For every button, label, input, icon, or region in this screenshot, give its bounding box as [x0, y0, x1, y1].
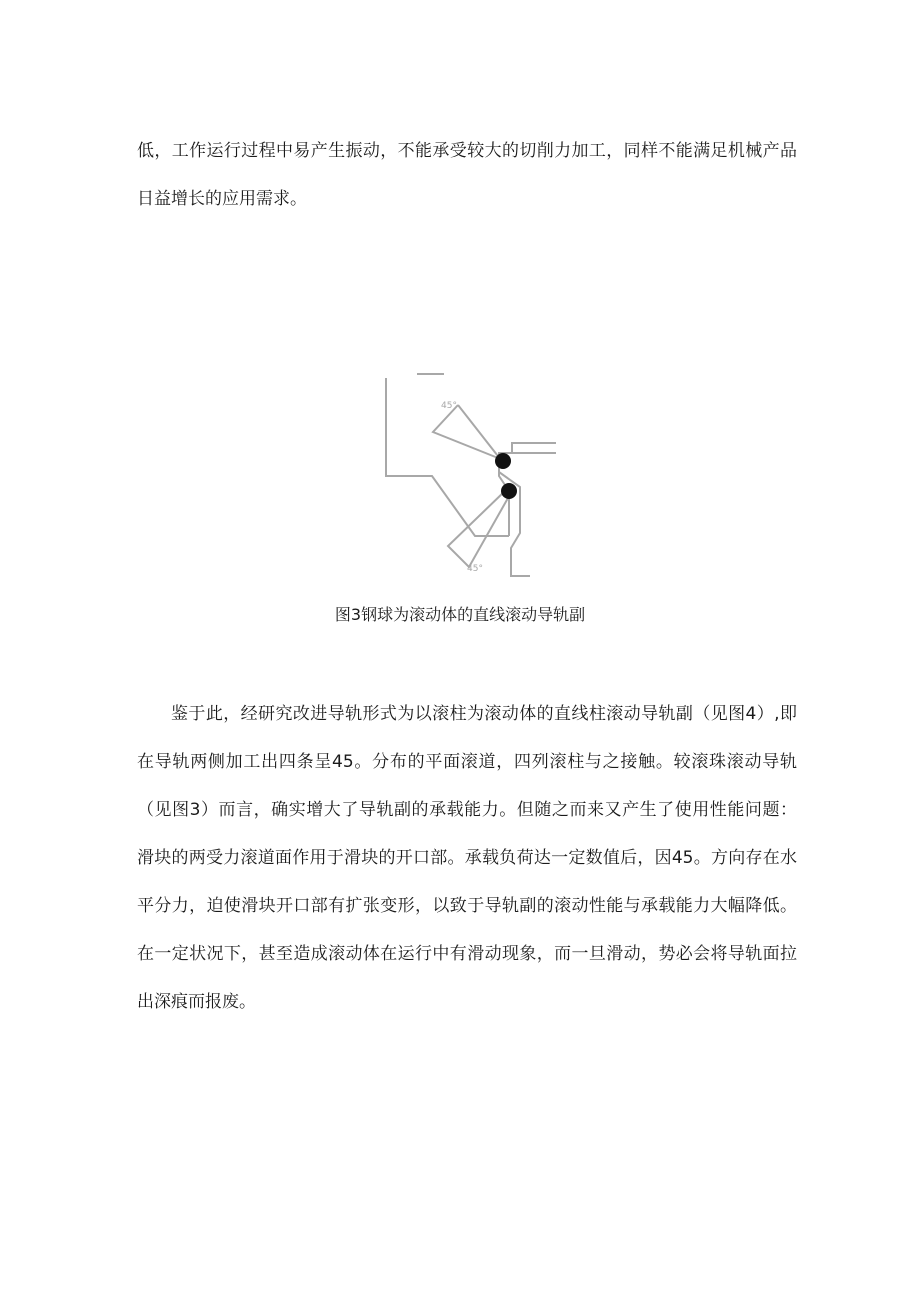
paragraph-2 [137, 690, 797, 1026]
angle-label-top: 45° [441, 401, 457, 411]
paragraph-line: 在一定状况下，甚至造成滚动体在运行中有滑动现象，而一旦滑动，势必会将导轨面拉 [137, 944, 797, 964]
guide-rail-diagram [378, 368, 562, 582]
paragraph-line: 出深痕而报废。 [137, 992, 256, 1012]
upper-wedge-line [433, 405, 503, 460]
steel-ball-upper [495, 453, 511, 469]
paragraph-line: 低，工作运行过程中易产生振动，不能承受较大的切削力加工，同样不能满足机械产品 [137, 141, 797, 161]
paragraph-line: 日益增长的应用需求。 [137, 189, 307, 209]
diagram-svg [378, 368, 562, 582]
lower-wedge-line [448, 490, 508, 567]
paragraph-line: （见图3）而言，确实增大了导轨副的承载能力。但随之而来又产生了使用性能问题： [137, 800, 797, 820]
paragraph-1 [137, 127, 797, 223]
steel-ball-lower [501, 483, 517, 499]
paragraph-line: 滑块的两受力滚道面作用于滑块的开口部。承载负荷达一定数值后，因45。方向存在水 [137, 848, 797, 868]
paragraph-line: 在导轨两侧加工出四条呈45。分布的平面滚道，四列滚柱与之接触。较滚珠滚动导轨 [137, 752, 797, 772]
figure-caption: 图3钢球为滚动体的直线滚动导轨副 [334, 605, 586, 624]
upper-wedge-edge [458, 405, 501, 460]
angle-label-bottom: 45° [467, 564, 483, 574]
paragraph-line: 平分力，迫使滑块开口部有扩张变形，以致于导轨副的滚动性能与承载能力大幅降低。 [137, 896, 797, 916]
paragraph-line: 鉴于此，经研究改进导轨形式为以滚柱为滚动体的直线柱滚动导轨副（见图4）,即 [171, 704, 797, 724]
